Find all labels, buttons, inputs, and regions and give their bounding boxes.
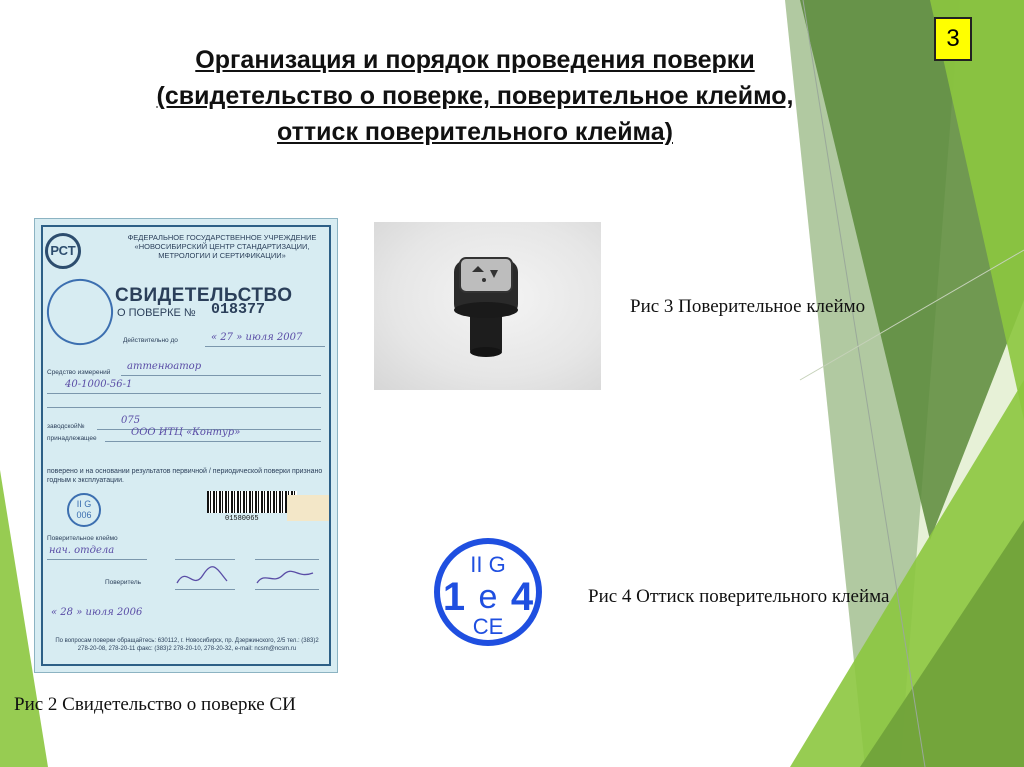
slide-number-badge: 3: [934, 17, 972, 61]
certificate-image: [34, 218, 338, 673]
title-line-3: оттиск поверительного клейма): [277, 118, 673, 146]
impression-right: 4: [510, 575, 534, 619]
serial-label: заводской№: [47, 423, 85, 430]
date-value: « 28 » июля 2006: [51, 607, 143, 618]
barcode-number: 01580065: [225, 515, 259, 523]
certificate-title: СВИДЕТЕЛЬСТВО: [115, 285, 293, 306]
valid-value: « 27 » июля 2007: [211, 332, 303, 343]
impression-top: II G: [470, 552, 506, 577]
divider: [255, 589, 319, 590]
impression-bottom: CE: [472, 614, 504, 639]
model-value: 40-1000-56-1: [65, 379, 133, 390]
impression-center: e: [478, 578, 498, 616]
divider: [175, 559, 235, 560]
slide-title: [40, 42, 910, 150]
sticker: [287, 495, 329, 521]
divider: [105, 441, 321, 442]
signature-icon: [173, 561, 323, 591]
small-stamp-icon: II G 006: [67, 493, 101, 527]
divider: [47, 393, 321, 394]
divider: [121, 375, 321, 376]
figure-4-caption: Рис 4 Оттиск поверительного клейма: [588, 586, 890, 607]
mark-label: Поверительное клеймо: [47, 535, 118, 542]
divider: [175, 589, 235, 590]
instrument-label: Средство измерений: [47, 369, 111, 376]
certificate-number: 018377: [211, 301, 266, 318]
certificate-subtitle: О ПОВЕРКЕ №: [117, 307, 196, 319]
impression-left: 1: [442, 575, 466, 619]
stamp-tool-icon: [374, 222, 601, 390]
verification-stamp-photo: [374, 222, 601, 390]
rst-logo-icon: РСТ: [45, 233, 81, 269]
figure-2-caption: Рис 2 Свидетельство о поверке СИ: [14, 694, 296, 715]
stamp-impression-icon: [432, 536, 544, 648]
verifier-label: Поверитель: [105, 579, 142, 586]
serial-value: 075: [121, 415, 141, 426]
divider: [205, 346, 325, 347]
certificate-organization: ФЕДЕРАЛЬНОЕ ГОСУДАРСТВЕННОЕ УЧРЕЖДЕНИЕ «НОВОСИБИРСКИЙ ЦЕНТР СТАНДАРТИЗАЦИИ, МЕТРОЛОГИИ И СЕРТИФИКАЦИИ»: [127, 233, 317, 260]
barcode-icon: [207, 491, 297, 513]
title-line-2: (свидетельство о поверке, поверительное клеймо,: [156, 82, 794, 110]
divider: [47, 407, 321, 408]
figure-3-caption: Рис 3 Поверительное клеймо: [630, 296, 866, 317]
valid-label: Действительно до: [123, 337, 178, 344]
certificate-conclusion: поверено и на основании результатов первичной / периодической поверки признано годным к эксплуатации.: [47, 468, 323, 484]
title-line-1: Организация и порядок проведения поверки: [195, 46, 755, 74]
divider: [47, 559, 147, 560]
owner-label: принадлежащее: [47, 435, 97, 442]
owner-value: ООО ИТЦ «Контур»: [131, 427, 241, 438]
head-value: нач. отдела: [49, 545, 115, 556]
divider: [255, 559, 319, 560]
certificate-footer: По вопросам поверки обращайтесь: 630112, г. Новосибирск, пр. Дзержинского, 2/5 тел.: (383)2 278-20-08, 278-20-11 факс: (383)2 278-20-10, 278-20-32, e-mail: ncsm@ncsm.ru: [55, 638, 319, 652]
instrument-value: аттенюатор: [127, 361, 202, 372]
